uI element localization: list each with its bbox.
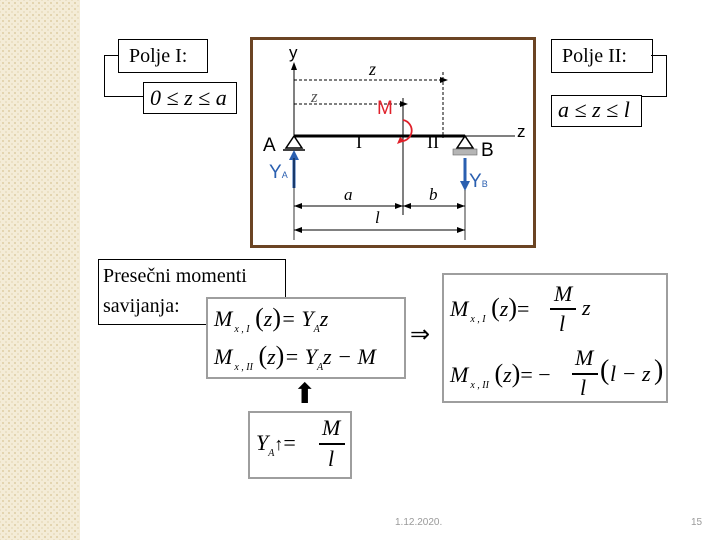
field2-connector — [640, 96, 667, 97]
left-eq1: M $_{x , I}$ $(z)= Y_Az$ — [214, 303, 329, 335]
dim-l-label: l — [375, 208, 380, 227]
field1-condition-box — [143, 82, 237, 114]
dim-b-label: b — [429, 185, 438, 204]
field2-label: Polje II: — [562, 45, 627, 67]
dim-a-label: a — [344, 185, 353, 204]
field2-condition-box — [551, 95, 642, 127]
implies-symbol: ⇒ — [410, 322, 431, 348]
right-eq2-den: l — [580, 375, 587, 400]
right-eq2-tail: l − z — [610, 361, 651, 386]
right-eq2: M $_{x , II}$ (z)= − — [450, 359, 551, 391]
moments-label-line2: savijanja: — [103, 295, 180, 317]
right-eq1-num: M — [554, 281, 573, 306]
right-equations-box — [442, 273, 668, 403]
support-a — [286, 136, 302, 148]
dim-arrowhead — [403, 203, 411, 209]
field1-connector — [104, 55, 118, 56]
reaction-a-label: YA — [269, 162, 288, 183]
field1-condition: 0 ≤ z ≤ a — [150, 85, 227, 110]
reaction-fraction-bar — [319, 443, 345, 445]
field2-label-box — [551, 39, 653, 73]
reaction-b-label: YB — [469, 171, 488, 192]
right-eq1-tail: z — [582, 295, 591, 320]
moments-label-line1: Presečni momenti — [103, 265, 247, 287]
footer-date: 1.12.2020. — [395, 517, 443, 528]
left-equations-box — [206, 297, 406, 379]
reaction-eq: $Y_A↑=$ — [256, 430, 296, 459]
field1-connector — [104, 96, 144, 97]
field2-roman-label: II — [427, 132, 439, 152]
inner-z-arrowhead — [400, 101, 408, 107]
dim-arrowhead — [395, 203, 403, 209]
reaction-box — [248, 411, 352, 479]
moment-label: M — [377, 98, 393, 119]
support-a-label: A — [263, 135, 276, 156]
right-eq1-den: l — [559, 311, 566, 336]
support-b-label: B — [481, 140, 494, 161]
field1-label-box — [118, 39, 208, 73]
page-number: 15 — [691, 517, 703, 528]
left-eq2: M $_{x , II}$ $(z)= Y_Az - M$ — [214, 341, 376, 373]
moment-arrowhead — [397, 137, 405, 144]
support-b — [457, 136, 473, 148]
y-axis-arrowhead — [291, 62, 297, 70]
dim-arrowhead — [294, 203, 302, 209]
right-eq1-fraction-bar — [550, 308, 576, 310]
dim-arrowhead — [457, 227, 465, 233]
right-eq1: M $_{x , I}$ (z)= — [450, 293, 530, 325]
field2-connector — [651, 55, 667, 56]
beam-diagram — [250, 37, 536, 248]
right-eq2-open-paren: ( — [600, 355, 610, 386]
reaction-num: M — [322, 415, 341, 440]
field1-roman-label: I — [356, 132, 362, 152]
right-eq2-close-paren: ) — [654, 355, 664, 386]
z-dim-inner-label: z — [311, 87, 318, 106]
decorative-side-strip — [0, 0, 80, 540]
z-dim-arrowhead — [440, 77, 448, 83]
dim-arrowhead — [457, 203, 465, 209]
dim-arrowhead — [294, 227, 302, 233]
reaction-den: l — [328, 446, 335, 471]
up-arrow-icon: ⬆ — [293, 379, 317, 410]
field1-connector — [104, 55, 105, 97]
field1-label: Polje I: — [129, 45, 188, 67]
right-eq2-num: M — [575, 345, 594, 370]
z-axis-label: z — [517, 122, 526, 141]
z-dim-top-label: z — [369, 59, 377, 79]
support-b-roller — [453, 149, 477, 155]
y-axis-label: y — [289, 43, 298, 62]
field2-connector — [666, 55, 667, 97]
field2-condition: a ≤ z ≤ l — [558, 97, 630, 122]
